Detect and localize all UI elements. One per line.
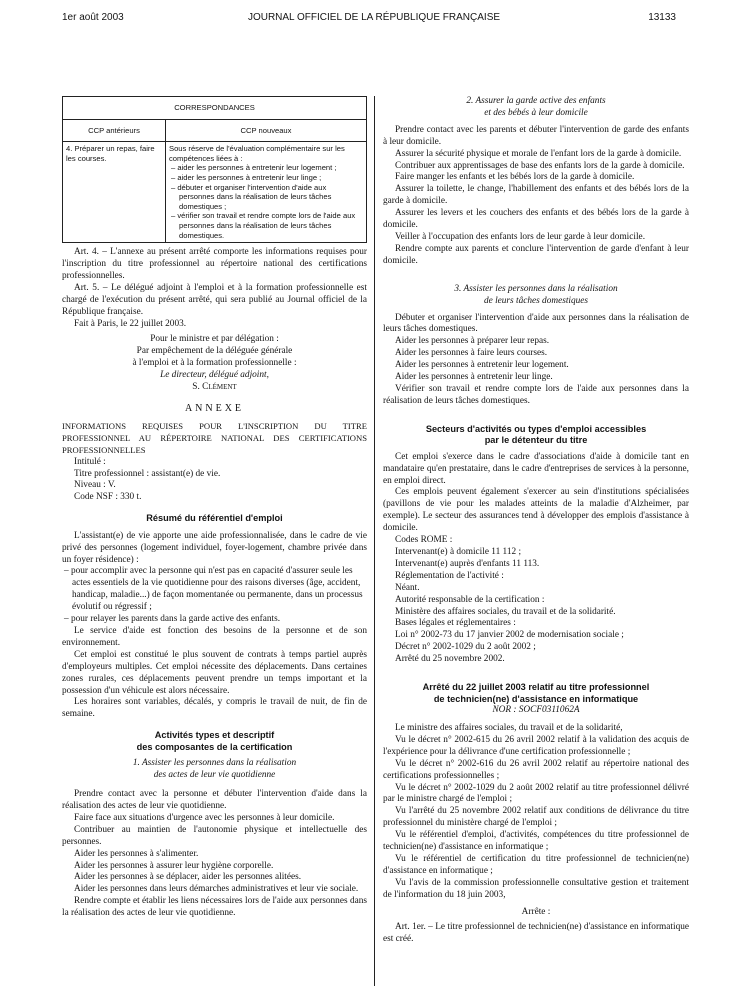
list-item: – aider les personnes à entretenir leur logement ; bbox=[171, 163, 337, 173]
header-journal-title: JOURNAL OFFICIEL DE LA RÉPUBLIQUE FRANÇAISE bbox=[247, 12, 501, 23]
resume-intro: L'assistant(e) de vie apporte une aide professionnalisée, dans le cadre de vie privé des personnes (logement individuel, foyer-logement, chambre privée dans un foyer résidence) : bbox=[62, 530, 367, 565]
subsection-3-title-line2: de leurs tâches domestiques bbox=[483, 295, 589, 306]
right-column bbox=[383, 96, 689, 946]
paragraph: Vu l'arrêté du 25 novembre 2002 relatif aux conditions de délivrance du titre professionnel du ministère chargé de l'emploi ; bbox=[383, 806, 689, 829]
signature-line: Le directeur, délégué adjoint, bbox=[160, 370, 269, 381]
codes-line: Néant. bbox=[395, 582, 420, 593]
paragraph: Contribuer au maintien de l'autonomie physique et intellectuelle des personnes. bbox=[62, 824, 367, 847]
signature-line: à l'emploi et à la formation professionnelle : bbox=[132, 358, 297, 369]
signature-line: Par empêchement de la déléguée générale bbox=[136, 346, 293, 357]
paragraph: Contribuer aux apprentissages de base des enfants lors de la garde à domicile. bbox=[395, 160, 685, 171]
codes-line: Bases légales et réglementaires : bbox=[395, 618, 516, 629]
paragraph: Rendre compte aux parents et conclure l'intervention de garde d'enfant à leur domicile. bbox=[383, 243, 689, 266]
article-4: Art. 4. – L'annexe au présent arrêté comporte les informations requises pour l'inscription du titre professionnel au répertoire national des certifications professionnelles. bbox=[62, 247, 367, 281]
table-col-header-1: CCP antérieurs bbox=[63, 119, 166, 142]
paragraph: Le ministre des affaires sociales, du travail et de la solidarité, bbox=[395, 722, 623, 733]
codes-line: Décret n° 2002-1029 du 2 août 2002 ; bbox=[395, 642, 536, 653]
list-item: – vérifier son travail et rendre compte lors de l'aide aux personnes dans la réalisation de leurs tâches domestiques. bbox=[171, 211, 356, 240]
list-item: – débuter et organiser l'intervention d'aide aux personnes dans la réalisation de leurs tâches domestiques ; bbox=[171, 182, 332, 211]
nor-reference: NOR : SOCF0311062A bbox=[492, 705, 580, 716]
table-title: CORRESPONDANCES bbox=[63, 97, 367, 120]
page-header bbox=[0, 0, 748, 22]
column-divider bbox=[374, 96, 375, 986]
list-item: – pour accomplir avec la personne qui n'est pas en capacité d'assurer seule les actes essentiels de la vie quotidienne pour des raisons diverses (âge, accident, handicap, maladie...) de façon momentanée ou permanente, dans un processus évolutif ou régressif ; bbox=[64, 566, 363, 613]
paragraph: Aider les personnes à entretenir leur logement. bbox=[395, 360, 569, 371]
paragraph: Assurer la toilette, le change, l'habillement des enfants et des bébés lors de la garde à domicile. bbox=[383, 184, 689, 207]
arrete-heading-line2: de technicien(ne) d'assistance en informatique bbox=[433, 693, 639, 704]
paragraph: Cet emploi s'exerce dans le cadre d'associations d'aide à domicile tant en mandataire qu'en prestataire, dans le cadre d'entreprises de services à la personne, en emploi direct. bbox=[383, 451, 689, 486]
paragraph: Aider les personnes à entretenir leur linge. bbox=[395, 372, 553, 383]
codes-line: Arrêté du 25 novembre 2002. bbox=[395, 654, 505, 665]
paragraph: Vu le décret n° 2002-1029 du 2 août 2002 relatif au titre professionnel délivré par le ministre chargé de l'emploi ; bbox=[383, 782, 689, 805]
fait-a-paris: Fait à Paris, le 22 juillet 2003. bbox=[74, 318, 187, 329]
list-item: – pour relayer les parents dans la garde active des enfants. bbox=[64, 614, 281, 625]
subsection-3-title: 3. Assister les personnes dans la réalisation bbox=[454, 283, 618, 294]
table-row bbox=[63, 142, 367, 243]
resume-list bbox=[62, 566, 367, 626]
paragraph: Le service d'aide est fonction des besoins de la personne et de son environnement. bbox=[62, 626, 367, 648]
paragraph: Vu le référentiel d'emploi, d'activités, compétences du titre professionnel de technicien(ne) d'assistance en informatique ; bbox=[383, 830, 689, 853]
paragraph: Vu le référentiel de certification du titre professionnel de technicien(ne) d'assistance en informatique ; bbox=[383, 853, 689, 876]
article-5: Art. 5. – Le délégué adjoint à l'emploi et à la formation professionnelle est chargé de l'exécution du présent arrêté, qui sera publié au Journal officiel de la République française. bbox=[62, 282, 367, 317]
paragraph: Débuter et organiser l'intervention d'aide aux personnes dans la réalisation de leurs tâches domestiques. bbox=[383, 312, 689, 335]
secteurs-heading: Secteurs d'activités ou types d'emploi accessibles bbox=[425, 423, 647, 434]
header-page-number: 13133 bbox=[648, 12, 676, 23]
paragraph: Vu l'avis de la commission professionnelle consultative gestion et traitement de l'information du 18 juin 2003, bbox=[383, 877, 689, 900]
paragraph: Prendre contact avec la personne et débuter l'intervention d'aide dans la réalisation des actes de leur vie quotidienne. bbox=[62, 789, 367, 811]
arrete-word: Arrête : bbox=[521, 906, 551, 917]
info-heading: INFORMATIONS REQUISES POUR L'INSCRIPTION DU TITRE PROFESSIONNEL AU RÉPERTOIRE NATIONAL DES CERTIFICATIONS PROFESSIONNELLES bbox=[62, 420, 367, 455]
codes-line: Intervenant(e) auprès d'enfants 11 113. bbox=[395, 558, 540, 569]
paragraph: Cet emploi est constitué le plus souvent de contrats à temps partiel auprès d'employeurs multiples. Cet emploi nécessite des déplacements. Dans certaines zones rurales, ces déplacements peuvent prendre un temps important et la possession d'un véhicule est alors nécessaire. bbox=[62, 649, 367, 696]
paragraph: Vu le décret n° 2002-616 du 26 avril 2002 relatif au répertoire national des certifications professionnelles ; bbox=[383, 758, 689, 781]
signature-line: Pour le ministre et par délégation : bbox=[150, 334, 279, 345]
codes-line: Ministère des affaires sociales, du travail et de la solidarité. bbox=[395, 606, 616, 617]
paragraph: Vu le décret n° 2002-615 du 26 avril 2002 relatif à la validation des acquis de l'expérience pour la délivrance d'une certification professionnelle ; bbox=[383, 734, 689, 757]
paragraph: Aider les personnes à se déplacer, aider les personnes alitées. bbox=[74, 872, 302, 883]
table-cell-intro: Sous réserve de l'évaluation complémentaire sur les compétences liées à : bbox=[169, 144, 345, 163]
meta-line: Code NSF : 330 t. bbox=[74, 492, 142, 503]
paragraph: Aider les personnes dans leurs démarches administratives et leur vie sociale. bbox=[74, 884, 359, 895]
codes-line: Intervenant(e) à domicile 11 112 ; bbox=[395, 547, 522, 557]
activites-heading: Activités types et descriptif bbox=[154, 730, 275, 741]
subsection-1-title-line2: des actes de leur vie quotidienne bbox=[153, 770, 276, 781]
subsection-2-title: 2. Assurer la garde active des enfants bbox=[466, 96, 606, 106]
header-date: 1er août 2003 bbox=[62, 12, 124, 23]
paragraph: Aider les personnes à faire leurs courses. bbox=[395, 348, 548, 359]
table-cell-new bbox=[166, 142, 367, 243]
table-cell-old: 4. Préparer un repas, faire les courses. bbox=[63, 142, 166, 243]
meta-line: Titre professionnel : assistant(e) de vie. bbox=[74, 468, 221, 479]
codes-line: Autorité responsable de la certification : bbox=[395, 594, 545, 605]
paragraph: Faire manger les enfants et les bébés lors de la garde à domicile. bbox=[395, 172, 635, 183]
paragraph: Les horaires sont variables, décalés, y compris le travail de nuit, de fin de semaine. bbox=[62, 697, 367, 720]
paragraph: Veiller à l'occupation des enfants lors de leur garde à leur domicile. bbox=[395, 231, 646, 242]
list-item: – aider les personnes à entretenir leur linge ; bbox=[171, 172, 322, 182]
paragraph: Aider les personnes à préparer leur repas. bbox=[395, 336, 550, 347]
left-column bbox=[62, 96, 367, 920]
codes-line: Codes ROME : bbox=[395, 535, 453, 546]
meta-line: Intitulé : bbox=[74, 456, 106, 467]
paragraph: Faire face aux situations d'urgence avec les personnes à leur domicile. bbox=[74, 812, 335, 823]
article-1: Art. 1er. – Le titre professionnel de technicien(ne) d'assistance en informatique est créé. bbox=[383, 922, 689, 945]
paragraph: Prendre contact avec les parents et débuter l'intervention de garde des enfants à leur domicile. bbox=[383, 124, 689, 147]
paragraph: Vérifier son travail et rendre compte lors de l'aide aux personnes dans la réalisation de leurs tâches domestiques. bbox=[383, 383, 689, 406]
meta-line: Niveau : V. bbox=[74, 480, 116, 491]
subsection-1-title: 1. Assister les personnes dans la réalisation bbox=[132, 758, 297, 769]
paragraph: Assurer les levers et les couchers des enfants et des bébés lors de la garde à domicile. bbox=[383, 208, 689, 231]
correspondances-table bbox=[62, 96, 367, 243]
activites-heading-line2: des composantes de la certification bbox=[136, 741, 293, 752]
arrete-heading: Arrêté du 22 juillet 2003 relatif au titre professionnel bbox=[422, 682, 650, 693]
subsection-2-title-line2: et des bébés à leur domicile bbox=[484, 107, 588, 118]
table-cell-list bbox=[169, 163, 363, 240]
codes-line: Loi n° 2002-73 du 17 janvier 2002 de modernisation sociale ; bbox=[395, 630, 624, 641]
codes-line: Réglementation de l'activité : bbox=[395, 570, 504, 581]
paragraph: Assurer la sécurité physique et morale de l'enfant lors de la garde à domicile. bbox=[395, 148, 682, 159]
table-col-header-2: CCP nouveaux bbox=[166, 119, 367, 142]
paragraph: Aider les personnes à assurer leur hygiène corporelle. bbox=[74, 860, 274, 871]
paragraph: Ces emplois peuvent également s'exercer au sein d'institutions spécialisées (pavillons de vie pour les malades atteints de la maladie d'Alzheimer, par exemple). Le secteur des assurances tend à développer des emplois d'assistance à domicile. bbox=[383, 487, 689, 534]
resume-heading: Résumé du référentiel d'emploi bbox=[146, 513, 283, 524]
paragraph: Rendre compte et établir les liens nécessaires lors de l'aide aux personnes dans la réalisation des actes de leur vie quotidienne. bbox=[62, 896, 367, 919]
annexe-title: ANNEXE bbox=[184, 403, 245, 414]
paragraph: Aider les personnes à s'alimenter. bbox=[74, 848, 199, 859]
signature-name: S. Clément bbox=[192, 382, 237, 393]
secteurs-heading-line2: par le détenteur du titre bbox=[484, 435, 588, 446]
